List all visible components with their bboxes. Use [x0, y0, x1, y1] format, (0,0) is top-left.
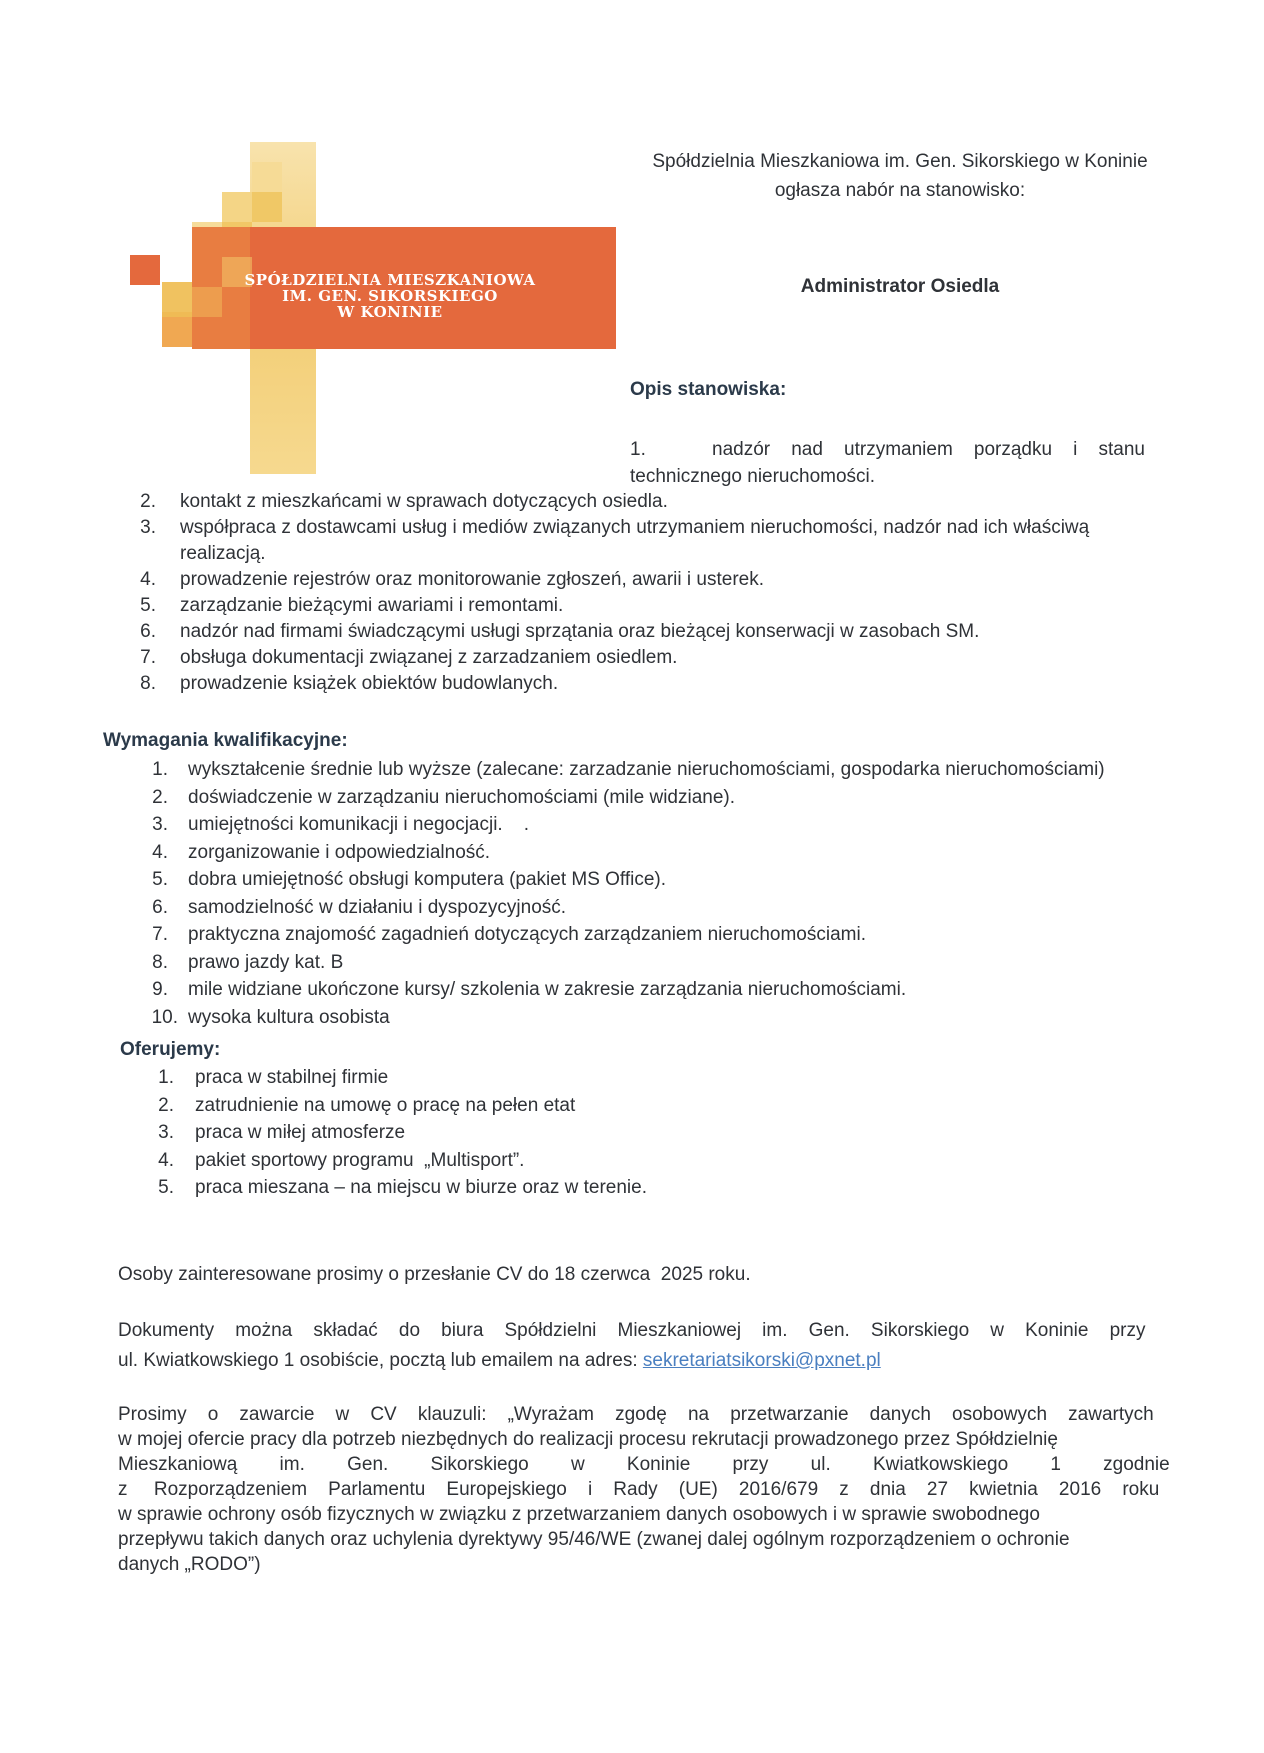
list-item: 7. praktyczna znajomość zagadnień dotyczących zarządzaniem nieruchomościami.	[152, 924, 866, 945]
clause-line: w mojej ofercie pracy dla potrzeb niezbędnych do realizacji procesu rekrutacji prowadzonego przez Spółdzielnię	[118, 1429, 1058, 1450]
offer-list	[0, 1064, 1264, 1202]
list-item: 4. prowadzenie rejestrów oraz monitorowanie zgłoszeń, awarii i usterek.	[140, 569, 764, 590]
description-item-1-number: 1.	[630, 439, 646, 460]
list-item: 7. obsługa dokumentacji związanej z zarzadzaniem osiedlem.	[140, 647, 678, 668]
logo-squares-graphic	[0, 0, 640, 480]
description-heading: Opis stanowiska:	[630, 379, 787, 400]
deadline-text: Osoby zainteresowane prosimy o przesłanie CV do 18 czerwca 2025 roku.	[118, 1264, 751, 1285]
requirements-heading: Wymagania kwalifikacyjne:	[103, 730, 348, 751]
list-item: 3. praca w miłej atmosferze	[158, 1122, 406, 1143]
logo-text	[160, 272, 620, 320]
description-item-1-text: nadzór nad utrzymaniem porządku i stanu	[712, 439, 1145, 460]
documents-line-1: Dokumenty można składać do biura Spółdzielni Mieszkaniowej im. Gen. Sikorskiego w Koninie przy	[118, 1320, 1146, 1341]
logo-line-2: IM. GEN. SIKORSKIEGO	[282, 287, 498, 305]
list-item: 5. dobra umiejętność obsługi komputera (pakiet MS Office).	[152, 869, 667, 890]
description-list	[0, 488, 1264, 696]
list-item: 8. prawo jazdy kat. B	[152, 951, 344, 973]
list-item: 4. zorganizowanie i odpowiedzialność.	[152, 841, 491, 863]
documents-address-text: ul. Kwiatkowskiego 1 osobiście, pocztą lub emailem na adres:	[118, 1350, 643, 1371]
header-line-2: ogłasza nabór na stanowisko:	[774, 180, 1026, 201]
clause-line: danych „RODO”)	[118, 1554, 261, 1575]
cooperative-logo	[0, 0, 640, 480]
list-item: 1. praca w stabilnej firmie	[158, 1067, 389, 1088]
offer-heading: Oferujemy:	[120, 1039, 221, 1060]
logo-line-3: W KONINIE	[337, 303, 443, 321]
list-item: 4. pakiet sportowy programu „Multisport”.	[158, 1149, 525, 1171]
list-item: 3. umiejętności komunikacji i negocjacji. .	[152, 814, 530, 835]
documents-line-2	[118, 1350, 881, 1372]
list-item: 2. kontakt z mieszkańcami w sprawach dotyczących osiedla.	[140, 491, 668, 512]
list-item: 5. zarządzanie bieżącymi awariami i remontami.	[140, 595, 564, 616]
list-item: 3. współpraca z dostawcami usług i mediów związanych utrzymaniem nieruchomości, nadzór nad ich właściwą	[140, 517, 1090, 538]
description-item-1-continuation: technicznego nieruchomości.	[630, 466, 876, 487]
logo-line-1: SPÓŁDZIELNIA MIESZKANIOWA	[244, 271, 536, 289]
list-item: realizacją.	[180, 543, 266, 564]
list-item: 9. mile widziane ukończone kursy/ szkolenia w zakresie zarządzania nieruchomościami.	[152, 979, 907, 1000]
list-item: 2. zatrudnienie na umowę o pracę na pełen etat	[158, 1094, 576, 1116]
list-item: 5. praca mieszana – na miejscu w biurze oraz w terenie.	[158, 1177, 647, 1198]
list-item: 1. wykształcenie średnie lub wyższe (zalecane: zarzadzanie nieruchomościami, gospodarka nieruchomościami)	[152, 759, 1105, 780]
clause-line: Mieszkaniową im. Gen. Sikorskiego w Koninie przy ul. Kwiatkowskiego 1 zgodnie	[118, 1454, 1170, 1475]
email-link[interactable]: sekretariatsikorski@pxnet.pl	[642, 1350, 881, 1371]
requirements-list	[0, 756, 1264, 1031]
list-item: 10. wysoka kultura osobista	[151, 1006, 390, 1028]
position-title: Administrator Osiedla	[800, 276, 1000, 297]
list-item: 2. doświadczenie w zarządzaniu nieruchomościami (mile widziane).	[152, 786, 736, 808]
header-line-1: Spółdzielnia Mieszkaniowa im. Gen. Sikorskiego w Koninie	[652, 151, 1148, 172]
list-item: 6. samodzielność w działaniu i dyspozycyjność.	[152, 896, 567, 918]
gdpr-clause	[118, 1402, 1208, 1577]
clause-line: przepływu takich danych oraz uchylenia dyrektywy 95/46/WE (zwanej dalej ogólnym rozporządzeniem o ochronie	[118, 1529, 1070, 1550]
clause-line: w sprawie ochrony osób fizycznych w związku z przetwarzaniem danych osobowych i w sprawie swobodnego	[118, 1504, 1040, 1525]
list-item: 6. nadzór nad firmami świadczącymi usługi sprzątania oraz bieżącej konserwacji w zasobach SM.	[140, 621, 980, 642]
list-item: 8. prowadzenie książek obiektów budowlanych.	[140, 673, 559, 694]
clause-line: z Rozporządzeniem Parlamentu Europejskiego i Rady (UE) 2016/679 z dnia 27 kwietnia 2016 roku	[118, 1479, 1160, 1500]
clause-line: Prosimy o zawarcie w CV klauzuli: „Wyrażam zgodę na przetwarzanie danych osobowych zawartych	[118, 1404, 1154, 1425]
